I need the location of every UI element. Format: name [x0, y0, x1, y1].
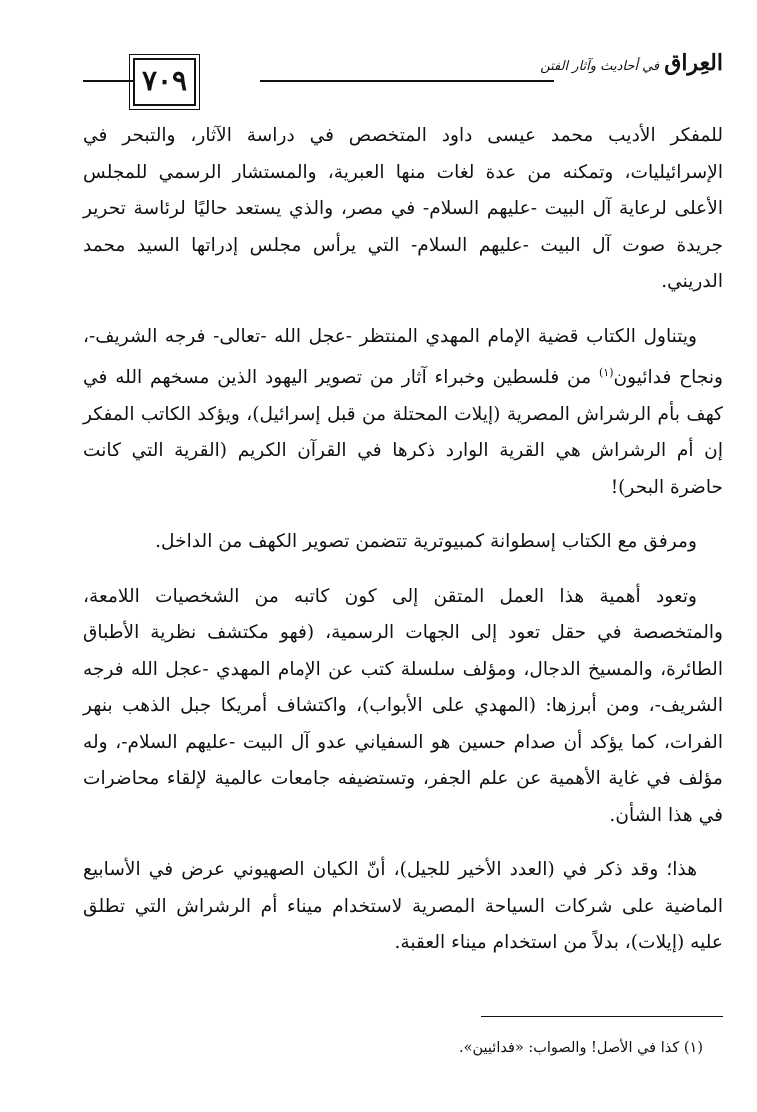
- paragraph-3: ومرفق مع الكتاب إسطوانة كمبيوترية تتضمن تصوير الكهف من الداخل.: [155, 531, 697, 553]
- running-title: [540, 50, 723, 76]
- paragraph-2-part-2: من فلسطين وخبراء آثار من تصوير اليهود الذين مسخهم الله في كهف بأم الرشراش المصرية (إيلات المحتلة من قبل إسرائيل)، ويؤكد الكاتب المفكر إن أم الرشراش هي القرية الوارد ذكرها في القرآن الكريم (القرية التي كانت حاضرة البحر)!: [83, 367, 723, 498]
- paragraph-2: [83, 319, 723, 507]
- page-number: ٧٠٩: [141, 64, 188, 97]
- header-rule-right: [260, 80, 554, 82]
- paragraph-4: وتعود أهمية هذا العمل المتقن إلى كون كاتبه من الشخصيات اللامعة، والمتخصصة في حقل تعود إلى الجهات الرسمية، (فهو مكتشف نظرية الأطباق الطائرة، والمسيخ الدجال، ومؤلف سلسلة كتب عن الإمام المهدي -عجل الله فرجه الشريف-، ومن أبرزها: (المهدي على الأبواب)، واكتشاف أمريكا جبل الذهب بنهر الفرات، كما يؤكد أن صدام حسين هو السفياني عدو آل البيت -عليهم السلام-، وله مؤلف في غاية الأهمية عن علم الجفر، وتستضيفه جامعات عالمية لإلقاء محاضرات في هذا الشأن.: [83, 585, 723, 826]
- book-title: العِراق: [664, 50, 723, 76]
- footnote: (١) كذا في الأصل! والصواب: «فدائيين».: [459, 1040, 703, 1056]
- header-rule-left: [83, 80, 133, 82]
- book-subtitle: في أحاديث وآثار الفتن: [540, 59, 660, 74]
- page-body: [83, 118, 723, 980]
- paragraph-5: هذا؛ وقد ذكر في (العدد الأخير للجيل)، أنّ الكيان الصهيوني عرض في الأسابيع الماضية على شركات السياحة المصرية لاستخدام ميناء أم الرشراش التي تطلق عليه (إيلات)، بدلاً من استخدام ميناء العقبة.: [83, 859, 723, 954]
- paragraph-2-part-1: ويتناول الكتاب قضية الإمام المهدي المنتظر -عجل الله -تعالى- فرجه الشريف-، ونجاح فدائيون: [83, 325, 723, 389]
- paragraph-1: للمفكر الأديب محمد عيسى داود المتخصص في دراسة الآثار، والتبحر في الإسرائيليات، وتمكنه من عدة لغات منها العبرية، والمستشار الرسمي للمجلس الأعلى لرعاية آل البيت -عليهم السلام- في مصر، والذي يستعد حاليًا لرئاسة تحرير جريدة صوت آل البيت -عليهم السلام- التي يرأس مجلس إدراتها السيد محمد الدريني.: [83, 125, 723, 292]
- page-number-box: [133, 58, 196, 106]
- page-header: [83, 48, 723, 118]
- footnote-separator: [481, 1016, 723, 1017]
- footnote-marker: (١): [598, 366, 614, 379]
